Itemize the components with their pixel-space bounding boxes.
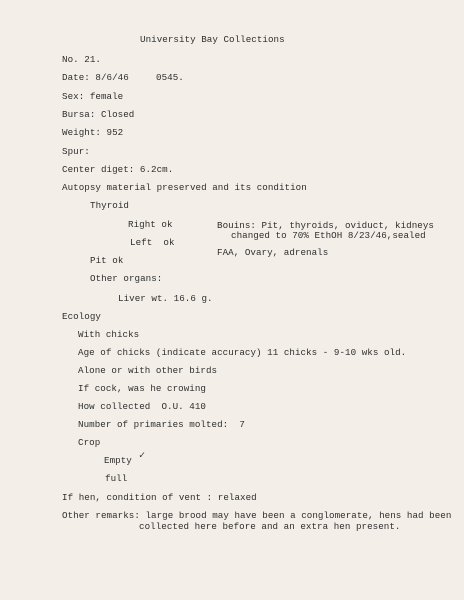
thyroid-label: Thyroid [90, 200, 129, 211]
crop-label: Crop [78, 437, 101, 448]
pit-line: Pit ok [90, 255, 124, 266]
record-center-digit: Center diget: 6.2cm. [62, 164, 174, 175]
with-chicks: With chicks [78, 329, 140, 340]
checkmark-icon: ✓ [139, 451, 146, 462]
crowing-line: If cock, was he crowing [78, 383, 206, 394]
record-weight: Weight: 952 [62, 127, 124, 138]
crop-empty: Empty [104, 455, 132, 466]
how-collected: How collected O.U. 410 [78, 401, 206, 412]
document-title: University Bay Collections [140, 34, 285, 45]
crop-full: full [105, 473, 128, 484]
age-of-chicks: Age of chicks (indicate accuracy) 11 chicks - 9-10 wks old. [78, 347, 407, 358]
record-spur: Spur: [62, 146, 90, 157]
record-number: No. 21. [62, 54, 101, 65]
bouins-line-1: Bouins: Pit, thyroids, oviduct, kidneys [217, 220, 434, 231]
remarks-line-1: Other remarks: large brood may have been a conglomerate, hens had been [62, 510, 452, 521]
record-sex: Sex: female [62, 91, 124, 102]
autopsy-heading: Autopsy material preserved and its condition [62, 182, 307, 193]
thyroid-left: Left ok [130, 237, 175, 248]
liver-weight: Liver wt. 16.6 g. [118, 293, 213, 304]
remarks-line-2: collected here before and an extra hen present. [139, 521, 401, 532]
thyroid-right: Right ok [128, 219, 173, 230]
ecology-heading: Ecology [62, 311, 101, 322]
record-bursa: Bursa: Closed [62, 109, 135, 120]
bouins-line-2: changed to 70% EthOH 8/23/46,sealed [231, 230, 426, 241]
faa-line: FAA, Ovary, adrenals [217, 247, 329, 258]
other-organs: Other organs: [90, 273, 163, 284]
record-date: Date: 8/6/46 [62, 72, 129, 83]
record-time: 0545. [156, 72, 184, 83]
primaries-molted: Number of primaries molted: 7 [78, 419, 245, 430]
alone-or-with-other-birds: Alone or with other birds [78, 365, 218, 376]
vent-condition: If hen, condition of vent : relaxed [62, 492, 257, 503]
